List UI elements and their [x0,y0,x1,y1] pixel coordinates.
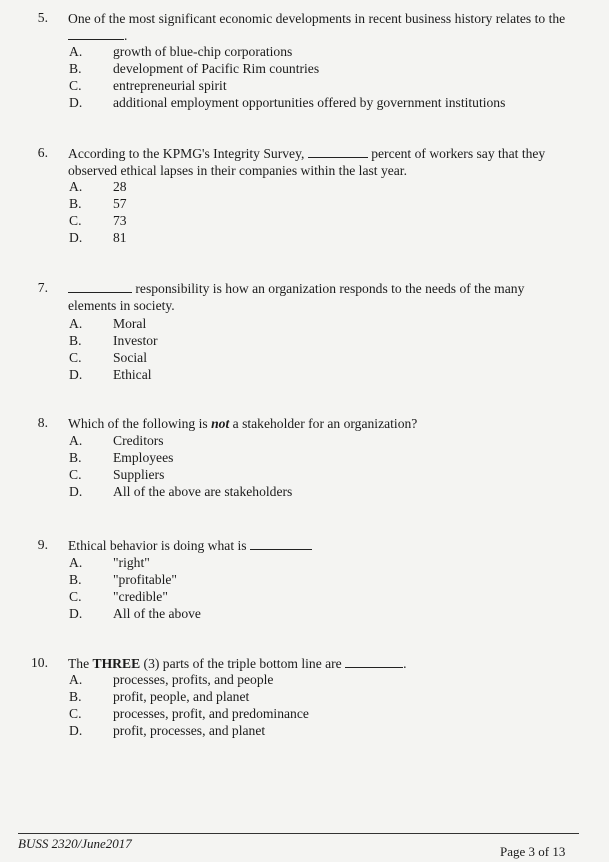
question-number: 7. [37,280,48,295]
option-a: A. processes, profits, and people [69,672,274,687]
option-b: B. 57 [69,196,127,211]
option-c: C. Suppliers [69,467,165,482]
answer-blank [308,145,368,158]
option-d: D. profit, processes, and planet [69,723,266,738]
option-a: A. growth of blue-chip corporations [69,44,293,59]
option-c: C. 73 [69,213,127,228]
option-d: D. additional employment opportunities offered by government institutions [69,95,506,110]
question-number: 8. [37,415,48,430]
question-number: 5. [37,10,48,25]
option-b: B. Investor [69,333,158,348]
option-c: C. Social [69,350,147,365]
question-stem: Ethical behavior is doing what is [68,537,573,554]
option-b: B. profit, people, and planet [69,689,250,704]
question-stem: The THREE (3) parts of the triple bottom line are . [68,656,407,671]
option-b: B. development of Pacific Rim countries [69,61,320,76]
answer-blank [68,27,124,40]
option-d: D. 81 [69,230,127,245]
question-stem: Which of the following is not a stakeholder for an organization? [68,416,418,431]
option-c: C. "credible" [69,589,168,604]
question-number: 9. [37,537,48,552]
question-number: 6. [37,145,48,160]
option-a: A. Moral [69,316,147,331]
question-stem: According to the KPMG's Integrity Survey, percent of workers say that they observed ethical lapses in their companies within the last year. [68,146,546,178]
option-d: D. Ethical [69,367,152,382]
option-b: B. "profitable" [69,572,177,587]
option-a: A. Creditors [69,433,164,448]
option-a: A. 28 [69,179,127,194]
option-a: A. "right" [69,555,150,570]
option-c: C. entrepreneurial spirit [69,78,227,93]
question-stem: One of the most significant economic developments in recent business history relates to the . [68,11,566,43]
emphasis-not: not [211,416,230,431]
answer-blank [250,537,312,550]
option-b: B. Employees [69,450,174,465]
footer-page-number: Page 3 of 13 [500,844,566,859]
option-c: C. processes, profit, and predominance [69,706,309,721]
answer-blank [345,655,403,668]
footer-course: BUSS 2320/June2017 [18,836,132,851]
option-d: D. All of the above are stakeholders [69,484,293,499]
answer-blank [68,280,132,293]
question-stem: responsibility is how an organization responds to the needs of the many elements in society. [68,281,525,313]
emphasis-three: THREE [92,656,141,671]
option-d: D. All of the above [69,606,201,621]
footer-divider [18,833,579,834]
question-number: 10. [31,655,48,670]
